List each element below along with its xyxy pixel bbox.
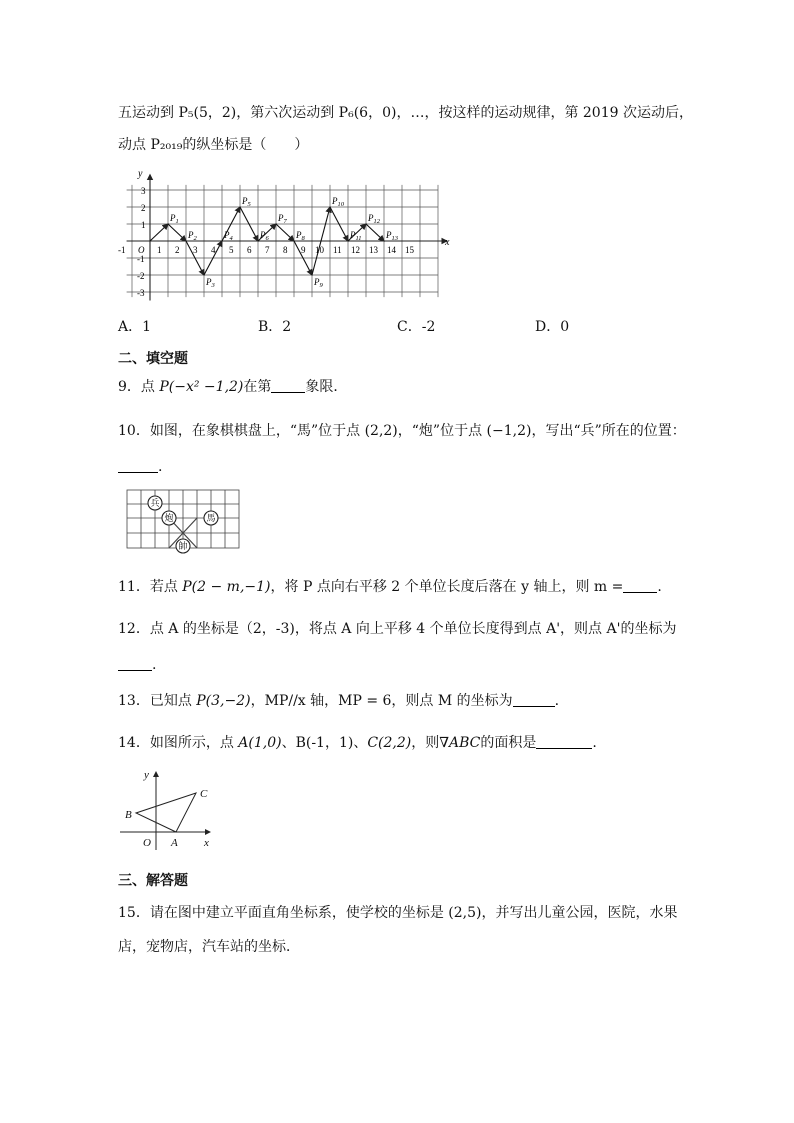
point-label-p6: $P_6$ xyxy=(260,230,269,242)
piece-shuai: 帥 xyxy=(178,541,188,551)
q9-end: 象限． xyxy=(305,379,348,395)
q14 xyxy=(118,734,597,752)
q8-line2: 动点 P₂₀₁₉的纵坐标是（ ） xyxy=(118,137,309,153)
q10-text: 10．如图，在象棋棋盘上，“馬”位于点 (2,2)，“炮”位于点 (−1,2)，写出“兵”所在的位置： xyxy=(118,423,686,439)
q13-mid: ，MP//x 轴，MP = 6，则点 M 的坐标为 xyxy=(250,693,513,709)
section-fill-in: 二、填空题 xyxy=(118,351,188,367)
x-tick-label: 15 xyxy=(405,245,414,255)
path-segment xyxy=(168,224,186,241)
x-tick-label: 8 xyxy=(283,245,288,255)
q12-line2 xyxy=(118,656,156,674)
q14-point-a: A(1,0) xyxy=(238,735,282,751)
path-segment xyxy=(276,224,294,241)
q11-end: . xyxy=(657,579,662,595)
y-tick-label: 2 xyxy=(141,203,146,213)
point-label-p13: $P_{13}$ xyxy=(386,230,398,242)
q14-label-o: O xyxy=(143,837,151,849)
point-label-p4: $P_4$ xyxy=(224,230,233,242)
x-tick-label: 4 xyxy=(211,245,216,255)
x-tick-label: 14 xyxy=(387,245,396,255)
piece-ma: 馬 xyxy=(206,513,216,523)
q9 xyxy=(118,378,347,396)
point-label-p8: $P_8$ xyxy=(296,230,305,242)
x-tick-label: 9 xyxy=(301,245,306,255)
q13-pre: 13．已知点 xyxy=(118,693,197,709)
q14-label-c: C xyxy=(200,788,208,800)
q8-line1: 五运动到 P₅(5，2)，第六次运动到 P₆(6，0)，…，按这样的运动规律，第 2019 次运动后， xyxy=(118,105,693,121)
x-axis-label: x xyxy=(445,237,450,248)
q14-x-label: x xyxy=(204,837,209,849)
point-label-p9: $P_9$ xyxy=(314,277,323,289)
q8-coordinate-graph xyxy=(118,168,450,298)
q13-math: P(3,−2) xyxy=(196,693,251,709)
q11 xyxy=(118,578,662,596)
option-b[interactable]: B．2 xyxy=(258,319,292,335)
point-label-p3: $P_3$ xyxy=(206,277,215,289)
path-segment xyxy=(150,224,168,241)
q14-point-c: C(2,2) xyxy=(367,735,412,751)
y-tick-label: -1 xyxy=(137,254,145,264)
x-tick-label: 7 xyxy=(265,245,270,255)
q13-answer-blank[interactable] xyxy=(513,692,555,707)
option-c[interactable]: C．-2 xyxy=(397,319,436,335)
q14-pre: 14．如图所示，点 xyxy=(118,735,239,751)
q10-end: . xyxy=(158,459,163,475)
q14-label-a: A xyxy=(171,837,178,849)
x-tick-label: -1 xyxy=(118,245,126,255)
y-tick-label: 3 xyxy=(141,186,146,196)
point-label-p11: $P_{11}$ xyxy=(350,230,362,242)
point-label-p12: $P_{12}$ xyxy=(368,213,380,225)
section-answers: 三、解答题 xyxy=(118,873,188,889)
y-tick-label: -3 xyxy=(137,288,145,298)
y-axis-label: y xyxy=(138,168,143,180)
q14-answer-blank[interactable] xyxy=(536,734,592,749)
q13-end: . xyxy=(554,693,560,709)
option-d[interactable]: D．0 xyxy=(535,319,570,335)
q9-answer-blank[interactable] xyxy=(271,378,305,393)
q12-end: . xyxy=(152,657,157,673)
y-tick-label: -2 xyxy=(137,271,145,281)
x-tick-label: 13 xyxy=(369,245,378,255)
q14-y-label: y xyxy=(144,769,149,781)
x-tick-label: 12 xyxy=(351,245,360,255)
q13 xyxy=(118,692,559,710)
q12-text: 12．点 A 的坐标是（2，-3)，将点 A 向上平移 4 个单位长度得到点 A'，则点 A'的坐标为 xyxy=(118,621,677,637)
q14-mid2: ，则 xyxy=(411,735,440,751)
piece-pao: 炮 xyxy=(164,513,174,523)
x-tick-label: 1 xyxy=(157,245,162,255)
x-tick-label: 6 xyxy=(247,245,252,255)
q11-pre: 11．若点 xyxy=(118,579,183,595)
point-label-p2: $P_2$ xyxy=(188,230,197,242)
q14-end: . xyxy=(592,735,597,751)
point-label-p1: $P_1$ xyxy=(170,213,179,225)
point-label-p5: $P_5$ xyxy=(242,196,251,208)
x-tick-label: 2 xyxy=(175,245,180,255)
q14-mid1: 、B(-1，1)、 xyxy=(281,735,368,751)
q9-post: 在第 xyxy=(243,379,272,395)
q14-triangle-graph xyxy=(118,766,218,852)
path-segment xyxy=(366,224,384,241)
x-tick-label: 11 xyxy=(333,245,342,255)
q11-mid: ，将 P 点向右平移 2 个单位长度后落在 y 轴上，则 m = xyxy=(270,579,624,595)
q15-line2: 店，宠物店，汽车站的坐标． xyxy=(118,939,300,955)
q15-line1: 15．请在图中建立平面直角坐标系，使学校的坐标是 (2,5)，并写出儿童公园，医院，水果 xyxy=(118,905,678,921)
x-tick-label: 3 xyxy=(193,245,198,255)
y-tick-label: 1 xyxy=(141,220,146,230)
x-tick-label: 5 xyxy=(229,245,234,255)
q11-answer-blank[interactable] xyxy=(623,578,657,593)
x-tick-label: O xyxy=(138,245,145,255)
point-label-p10: $P_{10}$ xyxy=(332,196,344,208)
x-tick-label: 10 xyxy=(315,245,324,255)
q11-math: P(2 − m,−1) xyxy=(182,579,271,595)
piece-bing: 兵 xyxy=(150,498,160,508)
q9-pre: 9．点 xyxy=(118,379,160,395)
q14-post: 的面积是 xyxy=(480,735,537,751)
q10-line2 xyxy=(118,458,162,476)
q10-answer-blank[interactable] xyxy=(118,458,158,473)
q14-triangle: ∇ABC xyxy=(439,735,481,751)
q9-math: P(−x² −1,2) xyxy=(159,379,244,395)
q10-chessboard xyxy=(124,488,242,556)
point-label-p7: $P_7$ xyxy=(278,213,287,225)
option-a[interactable]: A．1 xyxy=(118,319,152,335)
q14-label-b: B xyxy=(125,809,132,821)
q12-answer-blank[interactable] xyxy=(118,656,152,671)
